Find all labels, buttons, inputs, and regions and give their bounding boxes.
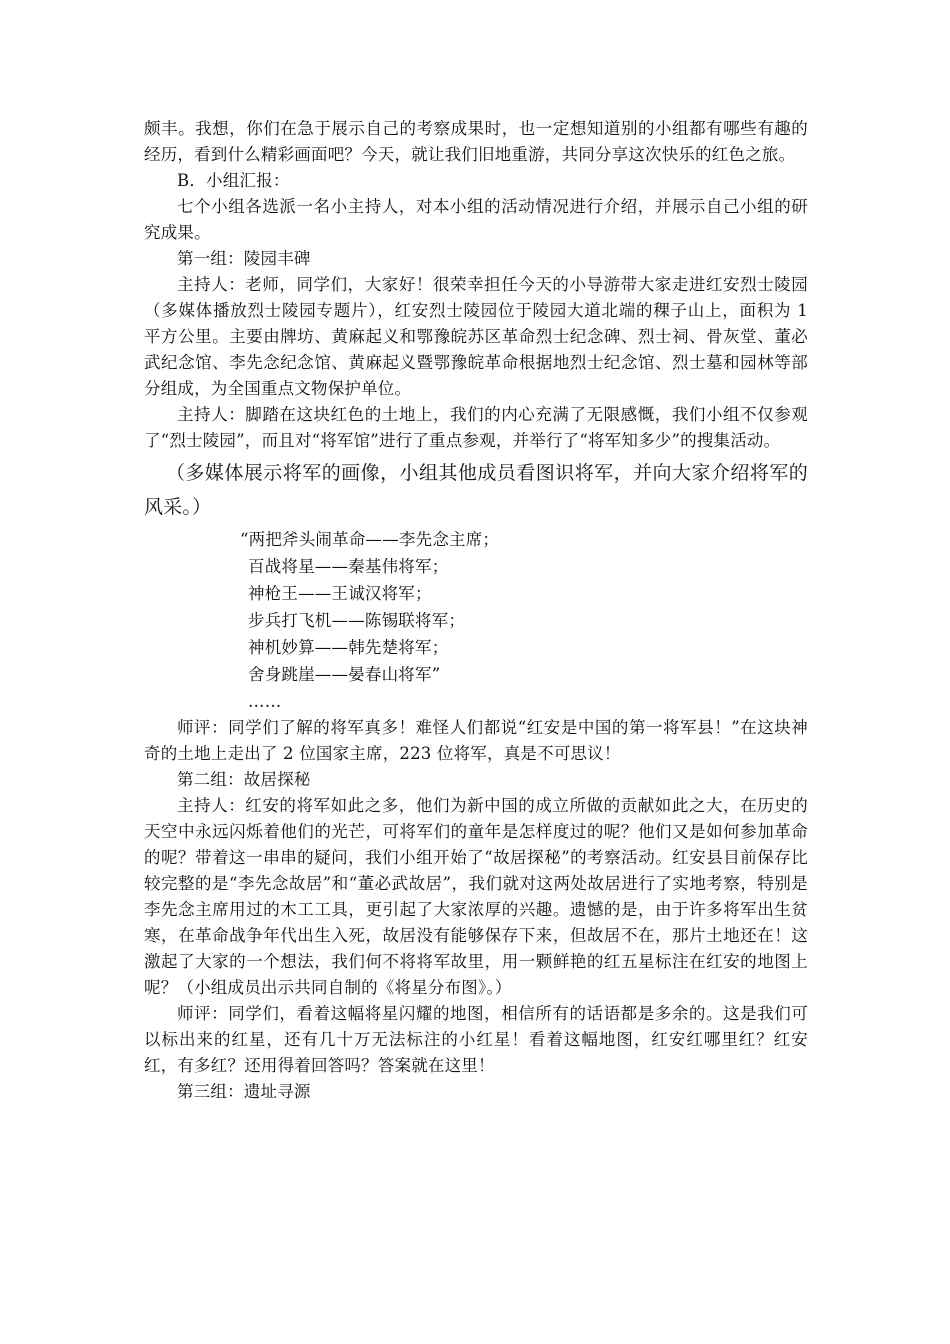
group-3-title: 第三组：遗址寻源 <box>177 1082 311 1101</box>
paragraph-groups: 七个小组各选派一名小主持人，对本小组的活动情况进行介绍，并展示自己小组的研究成果。 <box>144 197 808 242</box>
general-list-item: 舍身跳崖——晏春山将军” <box>248 665 441 684</box>
general-list-ellipsis: …… <box>248 692 282 711</box>
paragraph-intro: 颇丰。我想，你们在急于展示自己的考察成果时，也一定想知道别的小组都有哪些有趣的经历，看到什么精彩画面吧？今天，就让我们旧地重游，共同分享这次快乐的红色之旅。 <box>144 119 808 164</box>
general-list-item: 神枪王——王诚汉将军； <box>248 584 432 603</box>
general-list-item: 神机妙算——韩先楚将军； <box>248 638 449 657</box>
general-list-item: 百战将星——秦基伟将军； <box>248 557 449 576</box>
group-1-title: 第一组：陵园丰碑 <box>177 249 311 268</box>
paragraph-host-2: 主持人：脚踏在这块红色的土地上，我们的内心充满了无限感慨，我们小组不仅参观了“烈士陵园”，而且对“将军馆”进行了重点参观，并举行了“将军知多少”的搜集活动。 <box>144 405 808 450</box>
document-body <box>144 116 808 1105</box>
paragraph-host-3: 主持人：红安的将军如此之多，他们为新中国的成立所做的贡献如此之大，在历史的天空中永远闪烁着他们的光芒，可将军们的童年是怎样度过的呢？他们又是如何参加革命的呢？带着这一串串的疑问，我们小组开始了“故居探秘”的考察活动。红安县目前保存比较完整的是“李先念故居”和“董必武故居”，我们就对这两处故居进行了实地考察，特别是李先念主席用过的木工工具，更引起了大家浓厚的兴趣。遗憾的是，由于许多将军出生贫寒，在革命战争年代出生入死，故居没有能够保存下来，但故居不在，那片土地还在！这激起了大家的一个想法，我们何不将将军故里，用一颗鲜艳的红五星标注在红安的地图上呢？（小组成员出示共同自制的《将星分布图》。） <box>144 796 808 997</box>
general-list-item: “两把斧头闹革命——李先念主席； <box>240 530 500 549</box>
paragraph-teacher-comment-1: 师评：同学们了解的将军真多！难怪人们都说“红安是中国的第一将军县！”在这块神奇的土地上走出了 2 位国家主席，223 位将军，真是不可思议！ <box>144 718 808 763</box>
paragraph-multimedia-note: （多媒体展示将军的画像，小组其他成员看图识将军，并向大家介绍将军的风采。） <box>144 462 808 518</box>
general-list <box>240 526 808 715</box>
paragraph-host-1: 主持人：老师，同学们，大家好！很荣幸担任今天的小导游带大家走进红安烈士陵园（多媒体播放烈士陵园专题片），红安烈士陵园位于陵园大道北端的稞子山上，面积为 1 平方公里。主要由牌坊、黄麻起义和鄂豫皖苏区革命烈士纪念碑、烈士祠、骨灰堂、董必武纪念馆、李先念纪念馆、黄麻起义暨鄂豫皖革命根据地烈士纪念馆、烈士墓和园林等部分组成，为全国重点文物保护单位。 <box>144 275 808 398</box>
group-2-title: 第二组：故居探秘 <box>177 770 311 789</box>
paragraph-teacher-comment-2: 师评：同学们，看着这幅将星闪耀的地图，相信所有的话语都是多余的。这是我们可以标出来的红星，还有几十万无法标注的小红星！看着这幅地图，红安红哪里红？红安红，有多红？还用得着回答吗？答案就在这里！ <box>144 1004 808 1075</box>
general-list-item: 步兵打飞机——陈锡联将军； <box>248 611 466 630</box>
section-heading-b: B．小组汇报： <box>177 171 290 190</box>
